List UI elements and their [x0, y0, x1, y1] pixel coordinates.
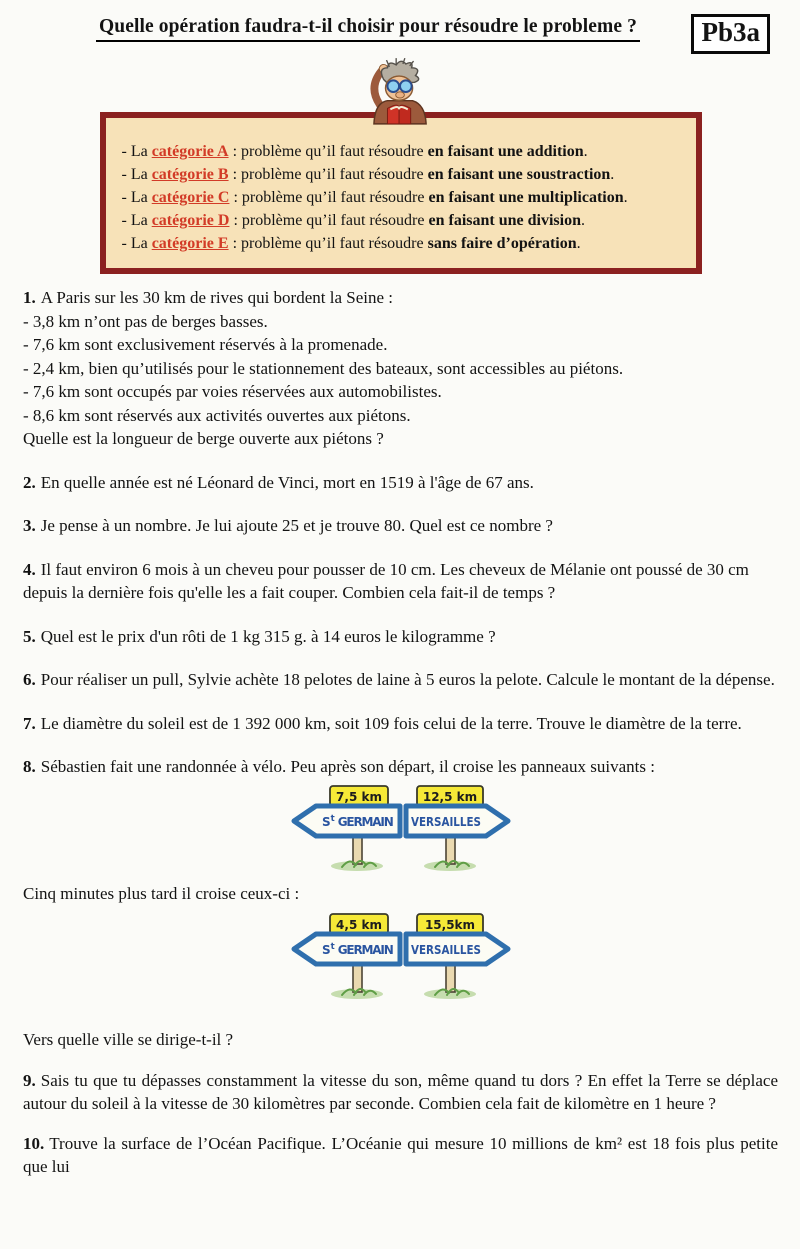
- category-emphasis: en faisant une division: [428, 212, 581, 229]
- problem-8-middle-text: Cinq minutes plus tard il croise ceux-ci :: [23, 883, 300, 903]
- category-emphasis: en faisant une soustraction: [427, 166, 611, 183]
- professor-illustration-wrap: [23, 58, 778, 126]
- category-emphasis: en faisant une addition: [427, 143, 584, 160]
- problem-1-item: - 7,6 km sont occupés par voies réservées aux automobilistes.: [23, 382, 442, 401]
- problem-4: [23, 558, 778, 605]
- category-description: : problème qu’il faut résoudre: [229, 189, 429, 206]
- category-prefix: - La: [121, 212, 152, 229]
- header: [23, 16, 778, 58]
- category-prefix: - La: [121, 235, 152, 252]
- problem-text: Le diamètre du soleil est de 1 392 000 km, soit 109 fois celui de la terre. Trouve le diamètre de la terre.: [40, 713, 742, 733]
- category-emphasis: sans faire d’opération: [427, 235, 577, 252]
- problem-text: Quel est le prix d'un rôti de 1 kg 315 g. à 14 euros le kilogramme ?: [40, 626, 496, 646]
- professor-arm: [374, 71, 381, 105]
- category-prefix: - La: [121, 166, 152, 183]
- category-description: : problème qu’il faut résoudre: [228, 235, 428, 252]
- problem-1-item: - 3,8 km n’ont pas de berges basses.: [23, 311, 268, 331]
- sign-post-right: [446, 835, 455, 864]
- problem-2: [23, 471, 778, 495]
- problem-text: En quelle année est né Léonard de Vinci, mort en 1519 à l'âge de 67 ans.: [40, 472, 534, 492]
- category-period: .: [623, 189, 628, 206]
- sign-post-left: [353, 963, 362, 992]
- category-period: .: [580, 212, 585, 229]
- road-signs-first-illustration: [286, 781, 516, 873]
- category-item-e: [122, 232, 688, 255]
- problem-number: 6.: [23, 670, 36, 689]
- category-item-c: [122, 186, 688, 209]
- problem-text: Sébastien fait une randonnée à vélo. Peu après son départ, il croise les panneaux suivants :: [40, 757, 655, 776]
- category-item-d: [122, 209, 688, 232]
- page-title: Quelle opération faudra-t-il choisir pour résoudre le probleme ?: [96, 16, 640, 42]
- problem-1-item: - 8,6 km sont réservés aux activités ouvertes aux piétons.: [23, 405, 411, 425]
- category-item-b: [122, 163, 688, 186]
- problem-number: 1.: [23, 288, 36, 307]
- sign-city-right-label: VERSAILLES: [410, 814, 481, 829]
- problem-8-question: Vers quelle ville se dirige-t-il ?: [23, 1030, 234, 1049]
- sign-city-left-label: $S^t$ GERMAIN: [321, 942, 394, 957]
- problem-1-intro: [23, 286, 778, 310]
- problem-text: Je pense à un nombre. Je lui ajoute 25 et je trouve 80. Quel est ce nombre ?: [40, 516, 553, 535]
- problem-number: 7.: [23, 713, 36, 733]
- distance-right-label: 15,5km: [424, 918, 475, 932]
- problem-10: [23, 1132, 778, 1179]
- problem-9: [23, 1069, 778, 1116]
- problem-number: 8.: [23, 757, 36, 776]
- sign-city-left-label: $S^t$ GERMAIN: [321, 813, 394, 829]
- worksheet-code-badge: Pb3a: [691, 14, 770, 54]
- distance-left-label: 4,5 km: [335, 918, 382, 932]
- problem-number: 4.: [23, 559, 36, 579]
- problem-number: 10.: [23, 1133, 45, 1153]
- problem-1-item: - 2,4 km, bien qu’utilisés pour le stationnement des bateaux, sont accessibles au piétons.: [23, 358, 624, 378]
- category-period: .: [583, 143, 588, 160]
- sign-post-right: [446, 963, 455, 992]
- problem-text: A Paris sur les 30 km de rives qui bordent la Seine :: [40, 288, 393, 307]
- sign-city-right-label: VERSAILLES: [410, 943, 481, 957]
- glasses-right-lens-icon: [400, 80, 412, 92]
- category-label: catégorie A: [151, 143, 229, 160]
- category-emphasis: en faisant une multiplication: [428, 189, 624, 206]
- problem-7: [23, 712, 778, 736]
- problem-8: [23, 755, 778, 779]
- category-label: catégorie E: [151, 235, 229, 252]
- professor-icon: [343, 58, 459, 126]
- problem-number: 3.: [23, 516, 36, 535]
- problem-1: [23, 286, 778, 451]
- problem-text: Pour réaliser un pull, Sylvie achète 18 pelotes de laine à 5 euros la pelote. Calcule le montant de la dépense.: [40, 670, 775, 689]
- title-wrap: [23, 16, 713, 42]
- category-description: : problème qu’il faut résoudre: [228, 166, 428, 183]
- category-period: .: [610, 166, 615, 183]
- glasses-left-lens-icon: [387, 80, 399, 92]
- problem-1-question: Quelle est la longueur de berge ouverte aux piétons ?: [23, 429, 384, 448]
- category-prefix: - La: [121, 143, 152, 160]
- category-item-a: [122, 140, 688, 163]
- category-description: : problème qu’il faut résoudre: [228, 143, 428, 160]
- problem-number: 9.: [23, 1070, 36, 1090]
- problem-number: 2.: [23, 472, 36, 492]
- professor-nose: [395, 92, 404, 98]
- sign-post-left: [353, 835, 362, 864]
- distance-right-label: 12,5 km: [422, 789, 477, 804]
- categories-box: [100, 112, 702, 274]
- category-description: : problème qu’il faut résoudre: [229, 212, 429, 229]
- distance-left-label: 7,5 km: [335, 789, 382, 804]
- book-pages: [390, 107, 407, 109]
- problem-3: [23, 514, 778, 538]
- category-label: catégorie D: [151, 212, 230, 229]
- problem-number: 5.: [23, 626, 36, 646]
- category-prefix: - La: [121, 189, 152, 206]
- problem-6: [23, 668, 778, 692]
- problem-1-item: - 7,6 km sont exclusivement réservés à la promenade.: [23, 335, 388, 354]
- problem-text: Il faut environ 6 mois à un cheveu pour pousser de 10 cm. Les cheveux de Mélanie ont poussé de 30 cm depuis la dernière fois qu'elle les a fait couper. Combien cela fait-il de temps ?: [23, 559, 749, 602]
- category-period: .: [576, 235, 581, 252]
- road-signs-first-wrap: [23, 781, 778, 873]
- category-label: catégorie C: [151, 189, 230, 206]
- problem-text: Sais tu que tu dépasses constamment la vitesse du son, même quand tu dors ? En effet la Terre se déplace autour du soleil à la vitesse de 30 kilomètres par seconde. Combien cela fait de kilomètre en 1 heure ?: [23, 1070, 778, 1113]
- road-signs-second-wrap: [23, 909, 778, 1001]
- problem-5: [23, 625, 778, 649]
- category-label: catégorie B: [151, 166, 229, 183]
- road-signs-second-illustration: [286, 909, 516, 1001]
- problem-text: Trouve la surface de l’Océan Pacifique. L’Océanie qui mesure 10 millions de km² est 18 fois plus petite que lui: [23, 1133, 778, 1176]
